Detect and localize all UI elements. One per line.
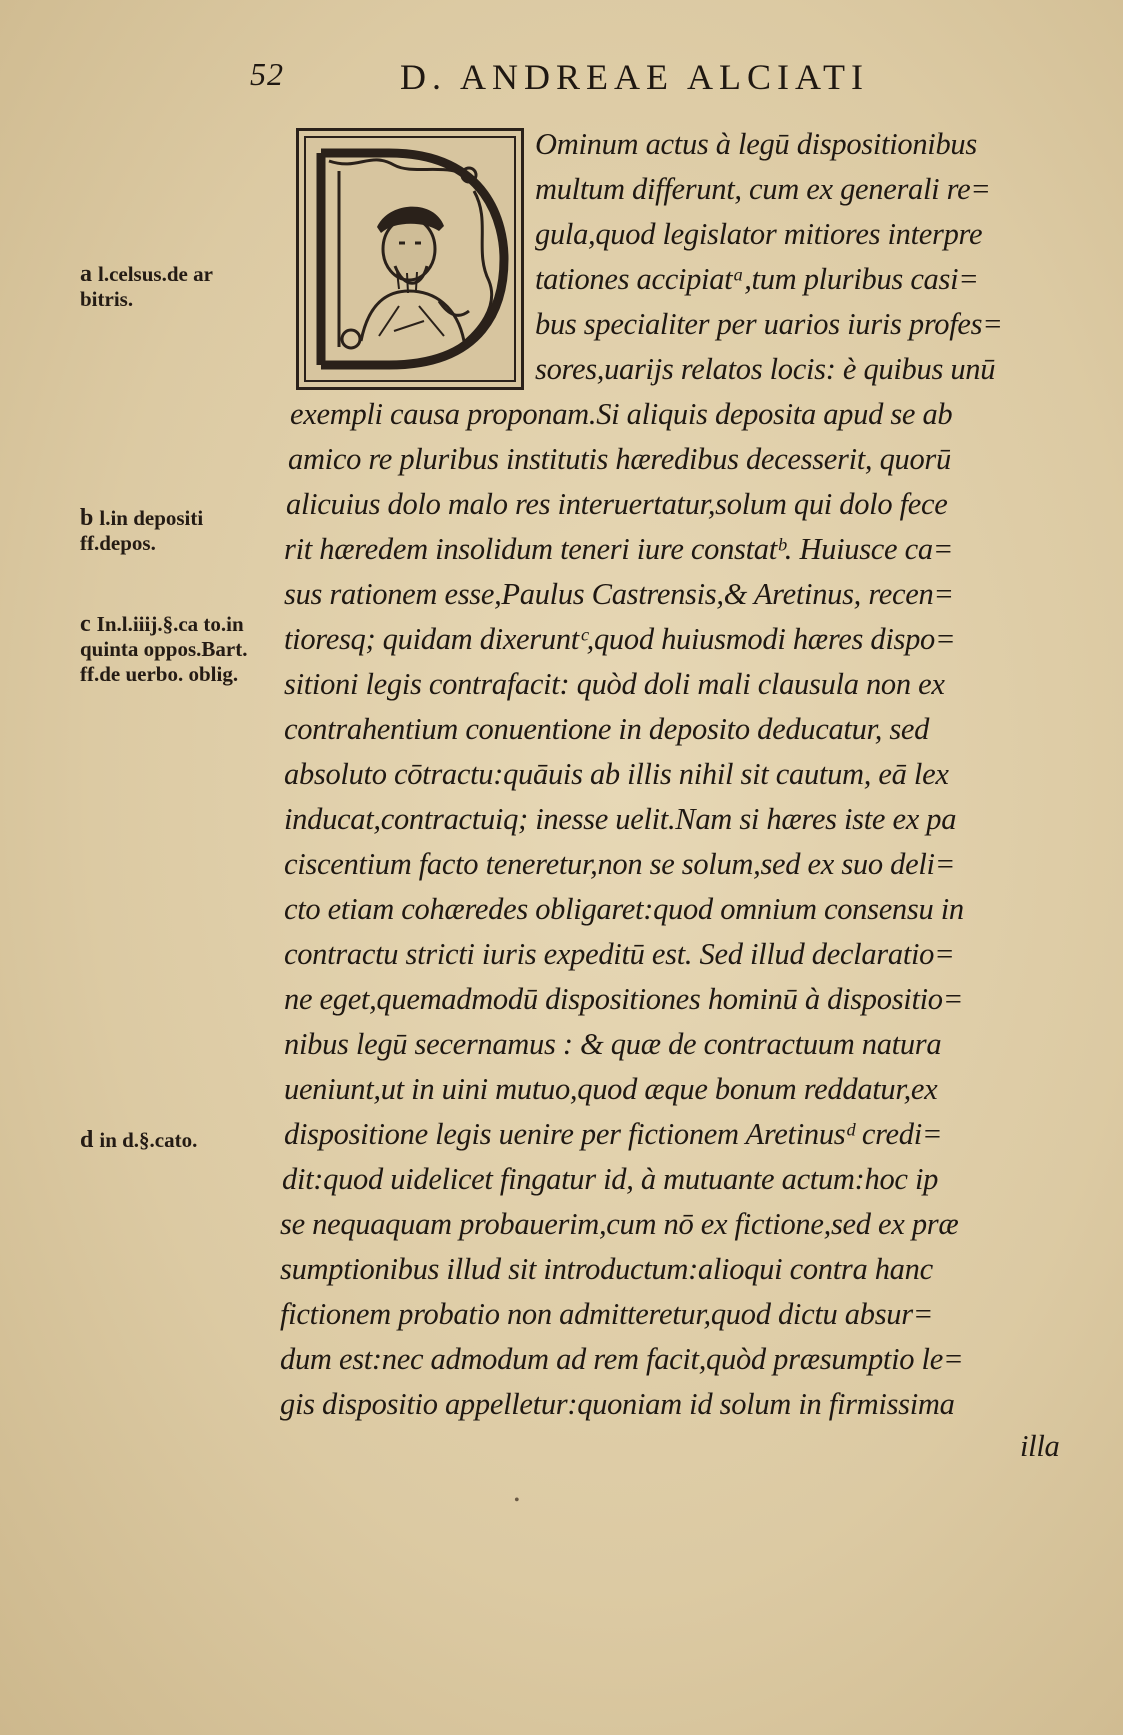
running-head [250, 56, 1010, 106]
text-line: tationes accipiatᵃ,tum pluribus casi= [535, 262, 979, 296]
margin-note-c: c In.l.iiij.§.ca to.in quinta oppos.Bart. ff.de uerbo. oblig. [80, 611, 248, 686]
text-line: fictionem probatio non admitteretur,quod dictu absur= [280, 1297, 934, 1331]
text-line: bus specialiter per uarios iuris profes= [535, 307, 1003, 341]
text-line: se nequaquam probauerim,cum nō ex fictione,sed ex præ [280, 1207, 959, 1241]
text-line: alicuius dolo malo res interuertatur,solum qui dolo fece [286, 487, 948, 521]
text-line: multum differunt, cum ex generali re= [535, 172, 991, 206]
text-line: gis dispositio appelletur:quoniam id solum in firmissima [280, 1387, 955, 1421]
text-line: inducat,contractuiq; inesse uelit.Nam si hæres iste ex pa [284, 802, 957, 836]
text-line: dum est:nec admodum ad rem facit,quòd præsumptio le= [280, 1342, 964, 1376]
text-line: cto etiam cohæredes obligaret:quod omnium consensu in [284, 892, 964, 926]
running-title: D. ANDREAE ALCIATI [400, 57, 869, 97]
text-line: tioresq; quidam dixeruntᶜ,quod huiusmodi hæres dispo= [284, 622, 956, 656]
text-line: absoluto cōtractu:quāuis ab illis nihil sit cautum, eā lex [284, 757, 949, 791]
text-line: amico re pluribus institutis hæredibus decesserit, quorū [288, 442, 951, 476]
text-line: ne eget,quemadmodū dispositiones hominū à dispositio= [284, 982, 964, 1016]
text-line: sores,uarijs relatos locis: è quibus unū [535, 352, 996, 386]
text-line: dispositione legis uenire per fictionem Aretinusᵈ credi= [284, 1117, 943, 1151]
margin-note-b: b l.in depositi ff.depos. [80, 505, 204, 555]
text-line: rit hæredem insolidum teneri iure constatᵇ. Huiusce ca= [284, 532, 954, 566]
catchword: illa [1020, 1429, 1060, 1463]
text-line: dit:quod uidelicet fingatur id, à mutuante actum:hoc ip [282, 1162, 939, 1196]
text-line: sus rationem esse,Paulus Castrensis,& Aretinus, recen= [284, 577, 954, 611]
printers-mark-icon: • [514, 1492, 520, 1509]
page-number: 52 [250, 56, 284, 92]
woodcut-initial-d-icon [296, 128, 524, 390]
text-line: ueniunt,ut in uini mutuo,quod æque bonum reddatur,ex [284, 1072, 938, 1106]
text-line: sitioni legis contrafacit: quòd doli mali clausula non ex [284, 667, 945, 701]
text-line: gula,quod legislator mitiores interpre [535, 217, 983, 251]
margin-note-d: d in d.§.cato. [80, 1127, 198, 1153]
text-line: ciscentium facto teneretur,non se solum,sed ex suo deli= [284, 847, 955, 881]
text-line: contractu stricti iuris expeditū est. Sed illud declaratio= [284, 937, 955, 971]
text-line: nibus legū secernamus : & quæ de contractuum natura [284, 1027, 942, 1061]
text-line: Ominum actus à legū dispositionibus [535, 127, 977, 161]
margin-note-a: a l.celsus.de ar bitris. [80, 261, 213, 311]
text-line: contrahentium conuentione in deposito deducatur, sed [284, 712, 930, 746]
text-line: sumptionibus illud sit introductum:alioqui contra hanc [280, 1252, 933, 1286]
text-line: exempli causa proponam.Si aliquis deposita apud se ab [290, 397, 953, 431]
